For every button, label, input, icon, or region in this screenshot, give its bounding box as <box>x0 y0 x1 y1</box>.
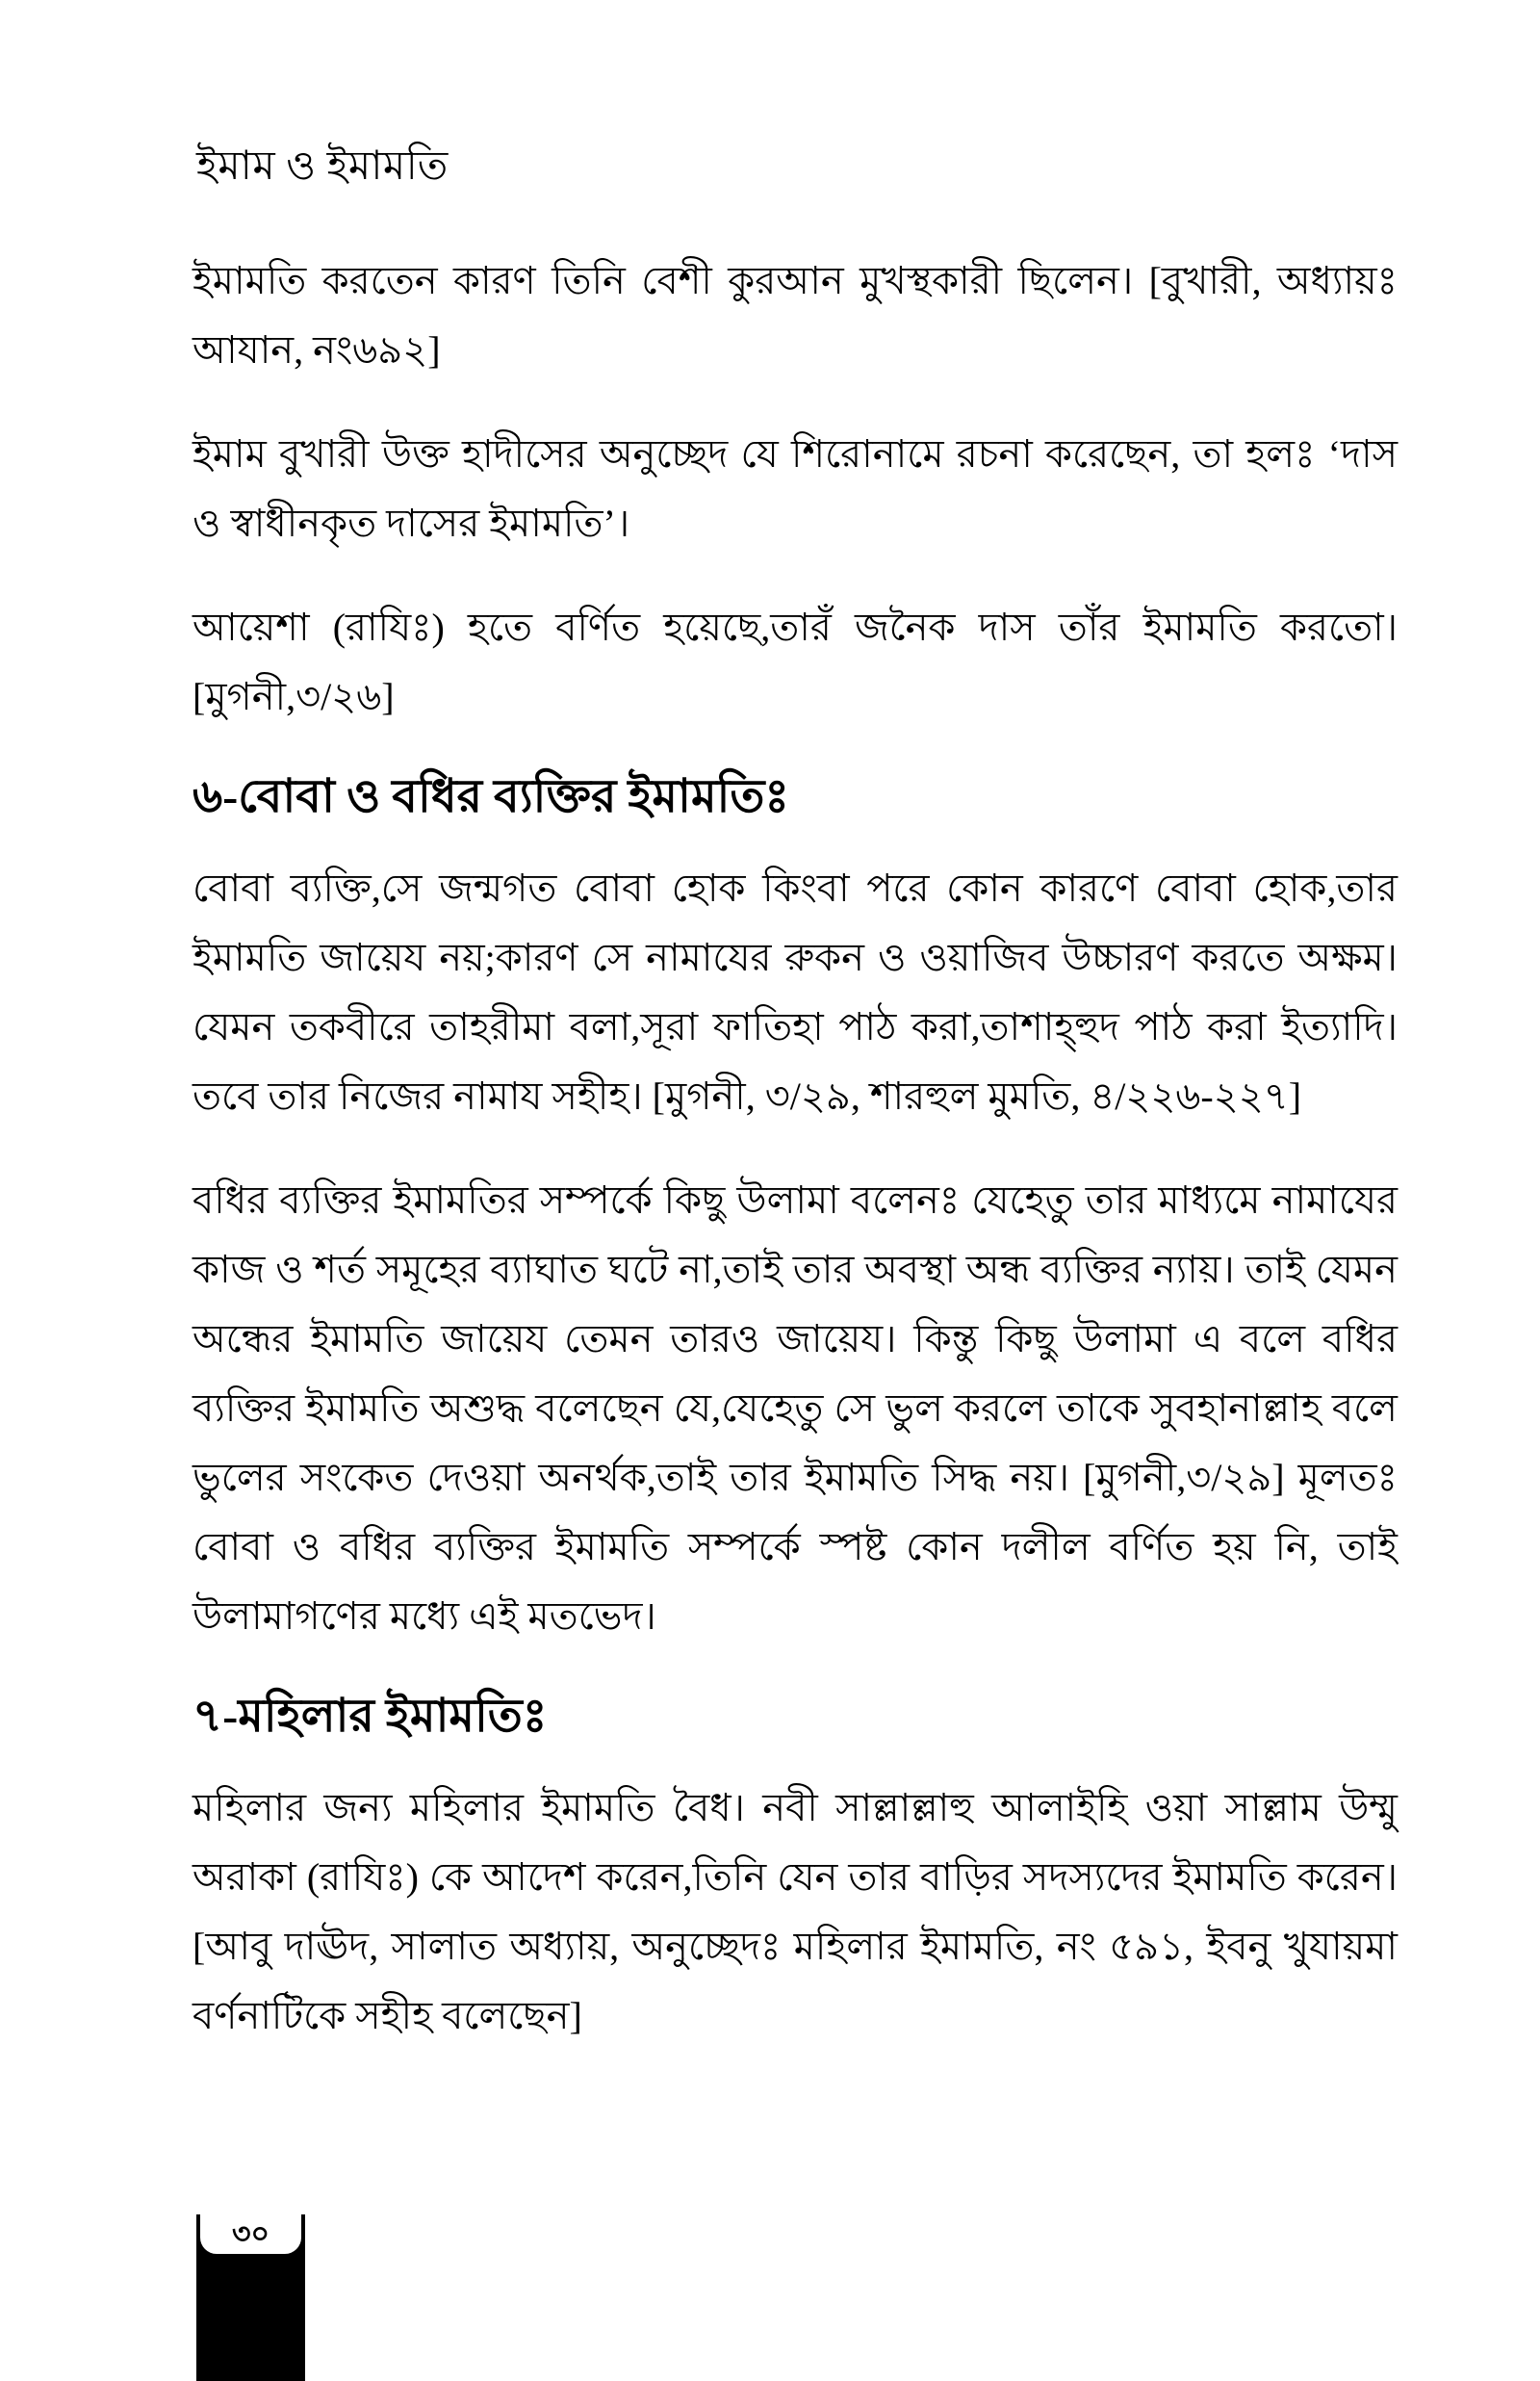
section-heading-7-female-imamate: ৭-মহিলার ইমামতিঃ <box>192 1691 548 1743</box>
section-heading-6-mute-deaf-imamate: ৬-বোবা ও বধির ব্যক্তির ইমামতিঃ <box>192 771 789 823</box>
page-number: ৩০ <box>231 2217 270 2250</box>
paragraph-mute-person-ruling: বোবা ব্যক্তি,সে জন্মগত বোবা হোক কিংবা পরে কোন কারণে বোবা হোক,তার ইমামতি জায়েয নয়;কারণ সে নামাযের রুকন ও ওয়াজিব উচ্চারণ করতে অক্ষম। যেমন তকবীরে তাহরীমা বলা,সূরা ফাতিহা পাঠ করা,তাশাহ্হুদ পাঠ করা ইত্যাদি। তবে তার নিজের নামায সহীহ। [মুগনী, ৩/২৯, শারহুল মুমতি, ৪/২২৬-২২৭] <box>192 867 1398 1119</box>
running-head: ইমাম ও ইমামতি <box>196 144 449 189</box>
page-number-tab <box>197 2214 304 2257</box>
bookmark-bar <box>196 2214 305 2381</box>
paragraph-female-imamate-ruling: মহিলার জন্য মহিলার ইমামতি বৈধ। নবী সাল্লাল্লাহু আলাইহি ওয়া সাল্লাম উম্মু অরাকা (রাযিঃ) কে আদেশ করেন,তিনি যেন তার বাড়ির সদস্যদের ইমামতি করেন। [আবু দাঊদ, সালাত অধ্যায়, অনুচ্ছেদঃ মহিলার ইমামতি, নং ৫৯১, ইবনু খুযায়মা বর্ণনাটিকে সহীহ বলেছেন] <box>192 1785 1398 2037</box>
paragraph-bukhari-ref: ইমামতি করতেন কারণ তিনি বেশী কুরআন মুখস্থকারী ছিলেন। [বুখারী, অধ্যায়ঃ আযান, নং৬৯২] <box>192 259 1398 373</box>
page-content <box>192 142 1398 2085</box>
paragraph-ayesha-narration: আয়েশা (রাযিঃ) হতে বর্ণিত হয়েছে,তারঁ জনৈক দাস তাঁর ইমামতি করতো। [মুগনী,৩/২৬] <box>192 606 1398 719</box>
paragraph-imam-bukhari-title: ইমাম বুখারী উক্ত হাদীসের অনুচ্ছেদ যে শিরোনামে রচনা করেছেন, তা হলঃ ‘দাস ও স্বাধীনকৃত দাসের ইমামতি’। <box>192 432 1398 546</box>
paragraph-deaf-person-ruling: বধির ব্যক্তির ইমামতির সম্পর্কে কিছু উলামা বলেনঃ যেহেতু তার মাধ্যমে নামাযের কাজ ও শর্ত সমূহের ব্যাঘাত ঘটে না,তাই তার অবস্থা অন্ধ ব্যক্তির ন্যায়। তাই যেমন অন্ধের ইমামতি জায়েয তেমন তারও জায়েয। কিন্তু কিছু উলামা এ বলে বধির ব্যক্তির ইমামতি অশুদ্ধ বলেছেন যে,যেহেতু সে ভুল করলে তাকে সুবহানাল্লাহ বলে ভুলের সংকেত দেওয়া অনর্থক,তাই তার ইমামতি সিদ্ধ নয়। [মুগনী,৩/২৯] মূলতঃ বোবা ও বধির ব্যক্তির ইমামতি সম্পর্কে স্পষ্ট কোন দলীল বর্ণিত হয় নি, তাই উলামাগণের মধ্যে এই মতভেদ। <box>192 1178 1398 1639</box>
